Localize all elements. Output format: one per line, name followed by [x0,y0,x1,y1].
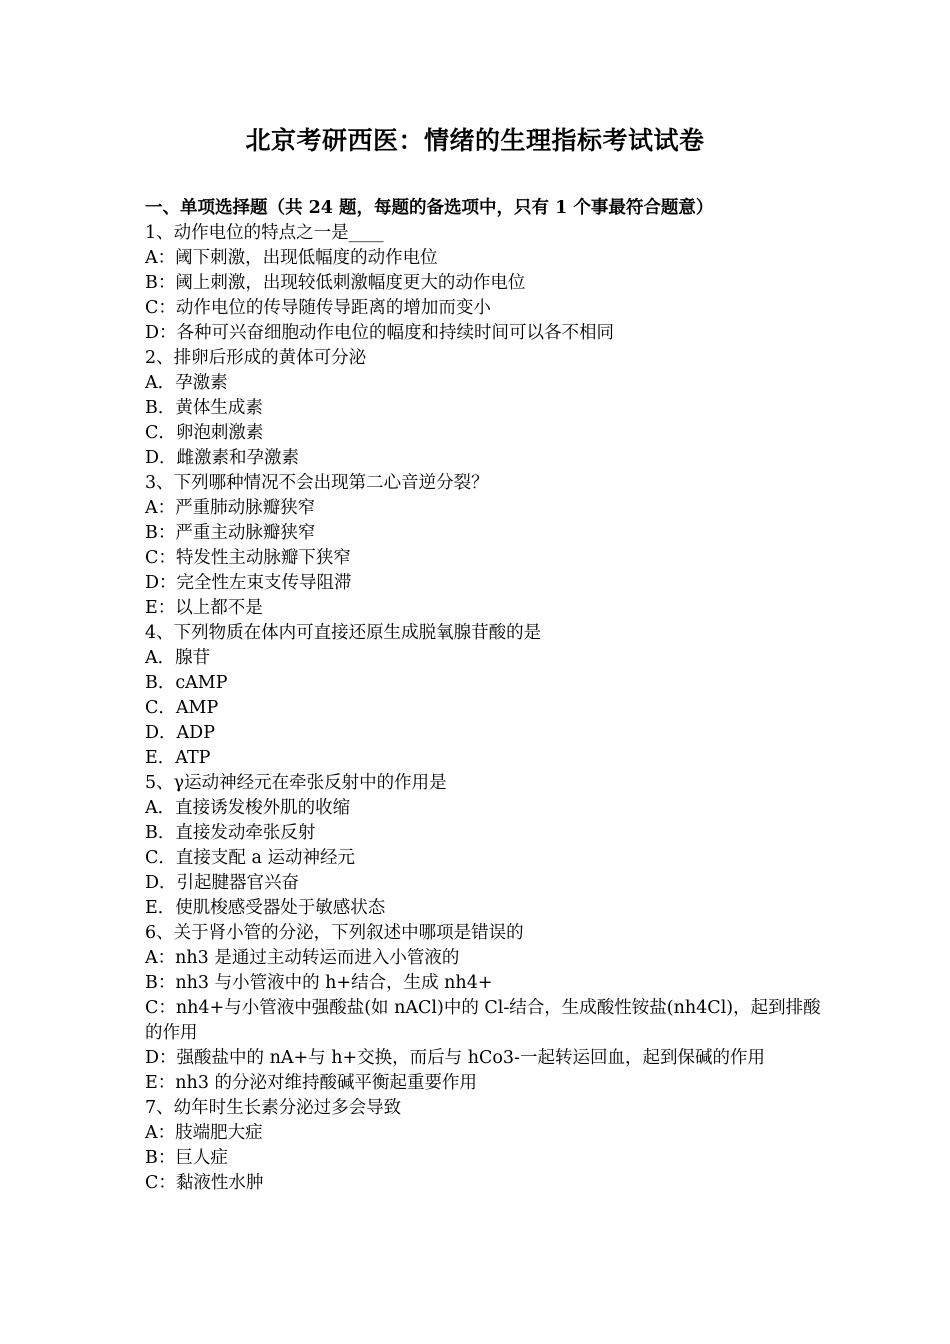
answer-option: E．ATP [145,748,211,768]
answer-option: A：阈下刺激，出现低幅度的动作电位 [145,248,438,268]
question-stem: 3、下列哪种情况不会出现第二心音逆分裂？ [145,473,489,493]
answer-option: B．直接发动牵张反射 [145,823,316,843]
answer-option: C：动作电位的传导随传导距离的增加而变小 [145,298,491,318]
answer-option: E：nh3 的分泌对维持酸碱平衡起重要作用 [145,1073,478,1093]
answer-option: C．卵泡刺激素 [145,423,264,443]
answer-option: B．cAMP [145,673,228,693]
answer-option: D．雌激素和孕激素 [145,448,300,468]
answer-option: A．直接诱发梭外肌的收缩 [145,798,351,818]
answer-option: C：黏液性水肿 [145,1173,264,1193]
answer-option: E．使肌梭感受器处于敏感状态 [145,898,386,918]
page-title: 北京考研西医：情绪的生理指标考试试卷 [245,126,705,155]
answer-option: C．直接支配 a 运动神经元 [145,848,355,868]
answer-option: B：严重主动脉瓣狭窄 [145,523,316,543]
answer-option: D：各种可兴奋细胞动作电位的幅度和持续时间可以各不相同 [145,323,615,343]
answer-option: B．黄体生成素 [145,398,263,418]
answer-option: D．引起腱器官兴奋 [145,873,300,893]
answer-option: D．ADP [145,723,215,743]
answer-option: C：特发性主动脉瓣下狭窄 [145,548,351,568]
answer-option: B：nh3 与小管液中的 h+结合，生成 nh4+ [145,973,493,993]
answer-option: A．孕激素 [145,373,228,393]
question-stem: 1、动作电位的特点之一是____ [145,223,384,243]
answer-option: A：nh3 是通过主动转运而进入小管液的 [145,948,460,968]
answer-option: A．腺苷 [145,648,211,668]
answer-option: E：以上都不是 [145,598,263,618]
answer-option: B：巨人症 [145,1148,228,1168]
answer-option: D：完全性左束支传导阻滞 [145,573,352,593]
question-stem: 2、排卵后形成的黄体可分泌 [145,348,367,368]
question-list [145,196,825,1196]
question-stem: 4、下列物质在体内可直接还原生成脱氧腺苷酸的是 [145,623,542,643]
question-stem: 6、关于肾小管的分泌，下列叙述中哪项是错误的 [145,923,524,943]
answer-option: D：强酸盐中的 nA+与 h+交换，而后与 hCo3-一起转运回血，起到保碱的作用 [145,1048,765,1068]
answer-option: C：nh4+与小管液中强酸盐(如 nACl)中的 Cl-结合，生成酸性铵盐(nh4Cl)，起到排酸的作用 [145,998,821,1043]
answer-option: A：严重肺动脉瓣狭窄 [145,498,316,518]
answer-option: C．AMP [145,698,219,718]
question-stem: 5、γ运动神经元在牵张反射中的作用是 [145,773,447,793]
answer-option: B：阈上刺激，出现较低刺激幅度更大的动作电位 [145,273,526,293]
section-heading: 一、单项选择题（共 24 题，每题的备选项中，只有 1 个事最符合题意） [145,198,714,218]
question-stem: 7、幼年时生长素分泌过多会导致 [145,1098,402,1118]
answer-option: A：肢端肥大症 [145,1123,263,1143]
